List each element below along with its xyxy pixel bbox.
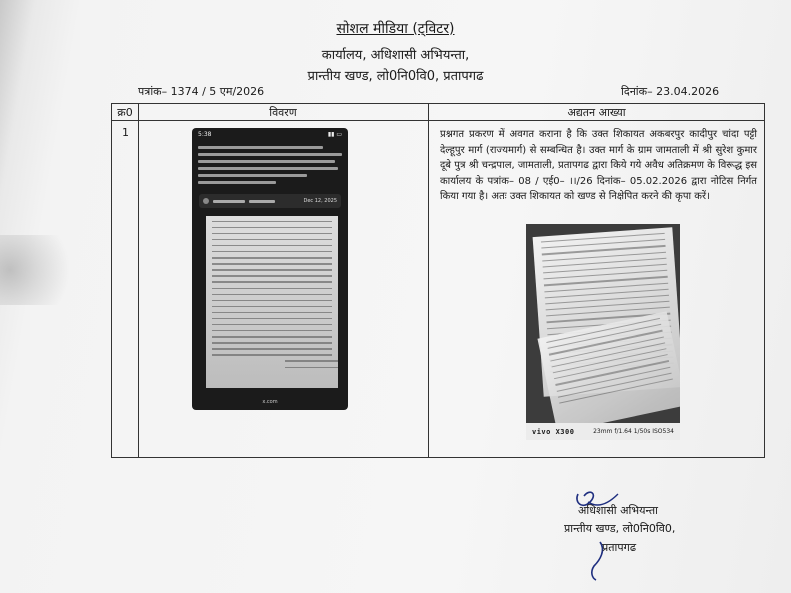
report-table — [111, 103, 765, 458]
twitter-screenshot — [192, 128, 348, 410]
column-divider — [428, 104, 429, 457]
header-report: अद्यतन आख्या — [567, 106, 626, 119]
camera-brand: vivo X300 — [532, 427, 575, 436]
signatory-place: प्रतापगढ — [602, 541, 637, 554]
battery-icon: ▮▮ ▭ — [327, 131, 342, 138]
camera-watermark — [526, 423, 680, 440]
handwritten-letter-image — [206, 216, 338, 388]
phone-status-bar — [198, 131, 342, 139]
document-date: दिनांक– 23.04.2026 — [621, 85, 720, 98]
document-title: सोशल मीडिया (ट्विटर) — [336, 21, 455, 37]
notice-photo — [526, 224, 680, 440]
header-divider — [112, 120, 764, 121]
phone-time: 5:38 — [198, 131, 212, 138]
paper-shadow — [0, 235, 70, 305]
reference-number: पत्रांक– 1374 / 5 एम/2026 — [138, 85, 265, 98]
report-text: प्रश्नगत प्रकरण में अवगत कराना है कि उक्त शिकायत अकबरपुर कादीपुर चांदा पट्टी देल्हूपुर मार्ग (राज्यमार्ग) से सम्बन्धित है। उक्त मार्ग के ग्राम जामताली में श्री सुरेश कुमार दूबे पुत्र श्री चन्द्रपाल, जामताली, प्रतापगढ द्वारा किये गये अवैध अतिक्रमण के विरूद्ध इस कार्यालय के पत्रांक– 08 / एई0– ।।/26 दिनांक– 05.02.2026 द्वारा नोटिस निर्गत किया गया है। अतः उक्त शिकायत को खण्ड से निक्षेपित करने की कृपा करें। — [440, 129, 757, 203]
column-divider — [138, 104, 139, 457]
header-details: विवरण — [269, 106, 297, 119]
phone-footer-url: x.com — [262, 399, 278, 405]
camera-stamp: 23mm f/1.64 1/50s ISO534 — [593, 428, 674, 435]
header-sno: क्र0 — [117, 106, 133, 119]
avatar-icon — [203, 198, 209, 204]
card-date: Dec 12, 2025 — [303, 198, 337, 204]
office-line-2: प्रान्तीय खण्ड, लो0नि0वि0, प्रतापगढ — [307, 69, 484, 84]
row-sno: 1 — [122, 126, 129, 139]
tweet-text-lines — [192, 142, 348, 184]
office-line-1: कार्यालय, अधिशासी अभियन्ता, — [321, 48, 470, 63]
signatory-office: प्रान्तीय खण्ड, लो0नि0वि0, — [564, 522, 676, 535]
quoted-tweet-card — [199, 194, 341, 208]
signatory-title: अधिशासी अभियन्ता — [578, 504, 659, 517]
